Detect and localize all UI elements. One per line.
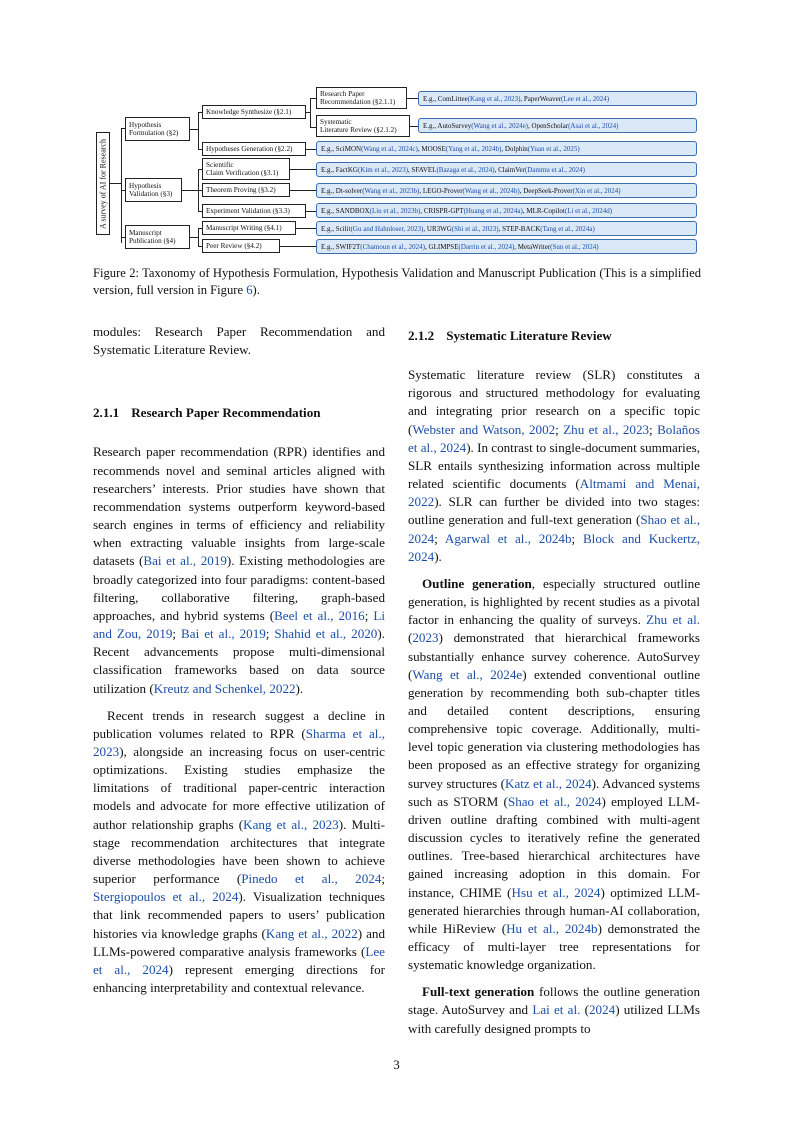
text-run: ). Multi-stage recommendation architectures that integrate diverse methodologies have been shown to achieve superior performance (: [93, 816, 385, 887]
connector: [310, 98, 311, 127]
text-run: ). In contrast to single-document summaries, SLR entails synthesizing information across multiple related scientific documents (: [408, 439, 701, 492]
text-run: , OpenScholar: [528, 121, 569, 130]
citation-link[interactable]: (Tang et al., 2024a): [540, 224, 595, 233]
citation-link[interactable]: Katz et al., 2024: [505, 775, 592, 791]
citation-link[interactable]: Zhu et al.: [646, 612, 700, 628]
example-box: [316, 221, 697, 236]
text-run: , GLIMPSE: [425, 242, 459, 251]
subsection-claim-verification: Scientific Claim Verification (§3.1): [202, 158, 290, 180]
paragraph: [93, 323, 385, 359]
citation-link[interactable]: Shao et al., 2024: [507, 793, 602, 809]
text-run: ;: [649, 421, 658, 437]
citation-link[interactable]: Beel et al., 2016: [274, 607, 365, 623]
subsection-experiment-validation: Experiment Validation (§3.3): [202, 204, 306, 218]
connector: [110, 183, 121, 184]
run-in-heading: Outline generation: [422, 575, 532, 591]
connector: [121, 128, 122, 243]
example-box: [418, 118, 697, 133]
citation-link[interactable]: (Shi et al., 2023): [451, 224, 499, 233]
text-run: ) extended conventional outline generation by recommending both sub-chapter titles and detailed content descriptions, ensuring comprehensive topic coverage. Additionally, multi-level topic generation via clustering methodologies has been proposed as an effective strategy for organizing survey structures (: [408, 666, 701, 791]
text-run: E.g., Dt-solver: [321, 186, 363, 195]
text-run: ) and LLMs-powered comparative analysis frameworks (: [93, 925, 385, 959]
citation-link[interactable]: Wang et al., 2024e: [412, 666, 523, 682]
citation-link[interactable]: Li and Zou, 2019: [93, 607, 385, 642]
citation-link[interactable]: Altmami and Menai, 2022: [408, 476, 700, 510]
citation-link[interactable]: Agarwal et al., 2024b: [444, 530, 572, 546]
text-run: , MetaWriter: [514, 242, 551, 251]
text-run: , Dolphin: [501, 144, 528, 153]
text-run: ) utilized LLMs with carefully designed prompts to: [408, 1002, 700, 1036]
connector: [290, 169, 316, 170]
citation-link[interactable]: (Gu and Hahnloser, 2023): [350, 224, 424, 233]
citation-link[interactable]: Kang et al., 2023: [243, 816, 339, 832]
citation-link[interactable]: Hu et al., 2024b: [506, 920, 598, 936]
right-column: [408, 323, 700, 1038]
text-run: ), alongside an increasing focus on user-centric optimizations. Existing studies emphasize the limitations of traditional paper-centric interaction models and advocate for more effective utilization of author relationship graphs (: [93, 743, 385, 832]
citation-link[interactable]: (Asai et al., 2024): [568, 121, 619, 130]
citation-link[interactable]: Webster and Watson, 2002: [412, 421, 556, 437]
citation-link[interactable]: (Kang et al., 2023): [467, 94, 521, 103]
citation-link[interactable]: 2023: [412, 630, 439, 646]
text-run: , MLR-Copilot: [522, 206, 565, 215]
citation-link[interactable]: (Wang et al., 2024c): [361, 144, 418, 153]
text-run: E.g., Scilit: [321, 224, 351, 233]
text-run: Systematic literature review (SLR) constitutes a rigorous and structured methodology for evaluating and integrating prior research on a specific topic (: [408, 367, 700, 437]
text-run: E.g., SWIF2T: [321, 242, 361, 251]
text-run: follows the outline generation stage. AutoSurvey and: [408, 984, 700, 1018]
subsection-hypotheses-generation: Hypotheses Generation (§2.2): [202, 142, 306, 156]
subsection-theorem-proving: Theorem Proving (§3.2): [202, 183, 290, 197]
connector: [407, 98, 418, 99]
example-box: [316, 239, 697, 254]
section-hypothesis-formulation: Hypothesis Formulation (§2): [125, 117, 190, 141]
connector: [306, 211, 316, 212]
citation-link[interactable]: (Huang et al., 2024a): [463, 206, 523, 215]
text-run: ). Advanced systems such as STORM (: [408, 775, 700, 809]
text-run: E.g., FactKG: [321, 165, 358, 174]
section-manuscript-publication: Manuscript Publication (§4): [125, 225, 190, 249]
citation-link[interactable]: Block and Kuckertz, 2024: [408, 530, 700, 564]
text-run: ). Existing methodologies are broadly categorized into four paradigms: content-based filtering, collaborative filtering, graph-based approaches, and hybrid systems (: [93, 553, 385, 623]
text-run: ) demonstrated the efficacy of multi-layer tree representations for systematic knowledge organization.: [408, 920, 700, 973]
citation-link[interactable]: Kang et al., 2022: [265, 925, 358, 941]
connector: [306, 149, 316, 150]
text-run: ). SLR can further be divided into two stages: outline generation and full-text generation (: [408, 494, 700, 528]
left-column: [93, 323, 385, 997]
section-heading: [408, 327, 700, 345]
section-heading: [93, 404, 385, 422]
text-run: , ClaimVer: [494, 165, 525, 174]
citation-link[interactable]: (Liu et al., 2023b): [369, 206, 421, 215]
citation-link[interactable]: Shahid et al., 2020: [274, 626, 378, 642]
section-title: Research Paper Recommendation: [131, 405, 321, 421]
subsection-manuscript-writing: Manuscript Writing (§4.1): [202, 221, 296, 235]
citation-link[interactable]: (Yuan et al., 2025): [527, 144, 580, 153]
citation-link[interactable]: (Dammu et al., 2024): [524, 165, 585, 174]
citation-link[interactable]: Hsu et al., 2024: [511, 884, 601, 900]
text-run: , SFAVEL: [407, 165, 437, 174]
citation-link[interactable]: 6: [246, 283, 253, 297]
example-box: [316, 141, 697, 156]
subsection-peer-review: Peer Review (§4.2): [202, 239, 280, 253]
citation-link[interactable]: (Lee et al., 2024): [561, 94, 610, 103]
text-run: E.g., ComLittee: [423, 94, 468, 103]
citation-link[interactable]: Lee et al., 2024: [93, 943, 385, 977]
section-number: 2.1.2: [408, 328, 435, 343]
text-run: ). Visualization techniques that link recommended papers to users’ publication histories via knowledge graphs (: [93, 889, 385, 941]
text-run: ) represent emerging directions for enhancing interpretability and contextual relevance.: [93, 961, 385, 995]
citation-link[interactable]: (Chamoun et al., 2024): [360, 242, 426, 251]
paragraph: [93, 707, 385, 998]
connector: [198, 112, 199, 149]
paragraph: [408, 366, 700, 566]
section-title: Systematic Literature Review: [446, 328, 612, 343]
example-box: [418, 91, 697, 106]
citation-link[interactable]: (Yang et al., 2024b): [445, 144, 502, 153]
connector: [280, 246, 316, 247]
text-run: , LEGO-Prover: [419, 186, 463, 195]
text-run: ;: [364, 607, 374, 623]
citation-link[interactable]: Stergiopoulos et al., 2024: [93, 889, 239, 905]
citation-link[interactable]: Bai et al., 2019: [143, 553, 227, 569]
text-run: ). Recent advancements propose multi-dimensional classification frameworks based on data source utilization (: [93, 626, 385, 696]
text-run: ;: [172, 626, 182, 642]
run-in-heading: Full-text generation: [422, 984, 535, 1000]
text-run: E.g., AutoSurvey: [423, 121, 472, 130]
taxonomy-figure: [0, 0, 793, 250]
taxonomy-root: [96, 132, 110, 235]
text-run: modules: Research Paper Recommendation and Systematic Literature Review.: [93, 324, 385, 358]
figure-caption: [93, 265, 701, 299]
subsubsection-research-paper-recommendation: Research Paper Recommendation (§2.1.1): [316, 87, 407, 109]
text-run: ).: [295, 680, 304, 696]
text-run: , CRISPR-GPT: [420, 206, 464, 215]
citation-link[interactable]: Zhu et al., 2023: [563, 421, 650, 437]
text-run: , UR3WG: [423, 224, 452, 233]
citation-link[interactable]: (Xin et al., 2024): [572, 186, 621, 195]
text-run: ).: [434, 548, 442, 564]
citation-link[interactable]: Bolaños et al., 2024: [408, 421, 700, 455]
text-run: ) optimized LLM-generated hierarchies through human-AI collaboration, while HiReview (: [408, 884, 700, 936]
citation-link[interactable]: 2024: [589, 1002, 616, 1018]
example-box: [316, 203, 697, 218]
text-run: Research paper recommendation (RPR) identifies and recommends novel and seminal articles aligned with researchers’ interests. Prior studies have shown that recommendation systems outperform keyword-based search engines in terms of efficiency and reliability when extracting valuable insights from large-scale datasets (: [93, 444, 385, 569]
connector: [190, 237, 198, 238]
citation-link[interactable]: (Wang et al., 2024e): [471, 121, 529, 130]
example-box: [316, 162, 697, 177]
connector: [410, 126, 418, 127]
text-run: Figure 2: Taxonomy of Hypothesis Formulation, Hypothesis Validation and Manuscript Publication (This is a simplified version, full version in Figure: [93, 266, 701, 297]
text-run: Recent trends in research suggest a decline in publication volumes related to RPR (: [93, 707, 385, 741]
paragraph: [93, 443, 385, 697]
example-box: [316, 183, 697, 198]
text-run: E.g., SANDBOX: [321, 206, 370, 215]
connector: [190, 129, 198, 130]
text-run: , especially structured outline generation, is highlighted by recent studies as a pivotal factor in enhancing the quality of surveys.: [408, 575, 701, 628]
text-run: ).: [252, 283, 260, 297]
text-run: ;: [381, 871, 386, 887]
text-run: (: [580, 1002, 589, 1018]
text-run: ;: [434, 530, 445, 546]
text-run: E.g., SciMON: [321, 144, 362, 153]
citation-link[interactable]: Lai et al.: [532, 1002, 581, 1018]
connector: [198, 228, 199, 246]
connector: [290, 190, 316, 191]
subsubsection-systematic-literature-review: Systematic Literature Review (§2.1.2): [316, 115, 410, 137]
citation-link[interactable]: (Sun et al., 2024): [550, 242, 599, 251]
citation-link[interactable]: (Li et al., 2024d): [564, 206, 613, 215]
text-run: , MOOSE: [417, 144, 446, 153]
text-run: , PaperWeaver: [520, 94, 562, 103]
text-run: , STEP-BACK: [498, 224, 541, 233]
paragraph: [408, 983, 700, 1037]
text-run: ;: [265, 626, 275, 642]
section-hypothesis-validation: Hypothesis Validation (§3): [125, 178, 182, 202]
citation-link[interactable]: Bai et al., 2019: [181, 626, 266, 642]
citation-link[interactable]: (Darrin et al., 2024): [458, 242, 515, 251]
citation-link[interactable]: Shao et al., 2024: [408, 512, 700, 546]
taxonomy-root-label: A survey of AI for Research: [98, 138, 108, 229]
citation-link[interactable]: Pinedo et al., 2024: [241, 871, 382, 887]
citation-link[interactable]: (Bazaga et al., 2024): [436, 165, 495, 174]
text-run: ;: [571, 530, 583, 546]
citation-link[interactable]: Sharma et al., 2023: [93, 725, 385, 759]
text-run: ) demonstrated that hierarchical frameworks substantially enhance survey coherence. AutoSurvey (: [408, 630, 700, 682]
subsection-knowledge-synthesize: Knowledge Synthesize (§2.1): [202, 105, 306, 119]
citation-link[interactable]: (Wang et al., 2024b): [462, 186, 520, 195]
connector: [296, 228, 316, 229]
paragraph: [408, 575, 700, 974]
citation-link[interactable]: Kreutz and Schenkel, 2022: [153, 680, 296, 696]
text-run: ) employed LLM-driven outline drafting combined with multi-agent discussion cycles to iteratively refine the generated outlines. Tree-based hierarchical architectures have gained increasing adoption in this domain. For instance, CHIME (: [408, 793, 700, 900]
text-run: (: [408, 630, 413, 646]
page-number: 3: [393, 1057, 400, 1072]
section-number: 2.1.1: [93, 405, 120, 421]
citation-link[interactable]: (Kim et al., 2023): [357, 165, 408, 174]
citation-link[interactable]: (Wang et al., 2023b): [362, 186, 420, 195]
connector: [306, 112, 310, 113]
text-run: , DeepSeek-Prover: [519, 186, 573, 195]
connector: [182, 190, 198, 191]
text-run: ;: [555, 421, 564, 437]
